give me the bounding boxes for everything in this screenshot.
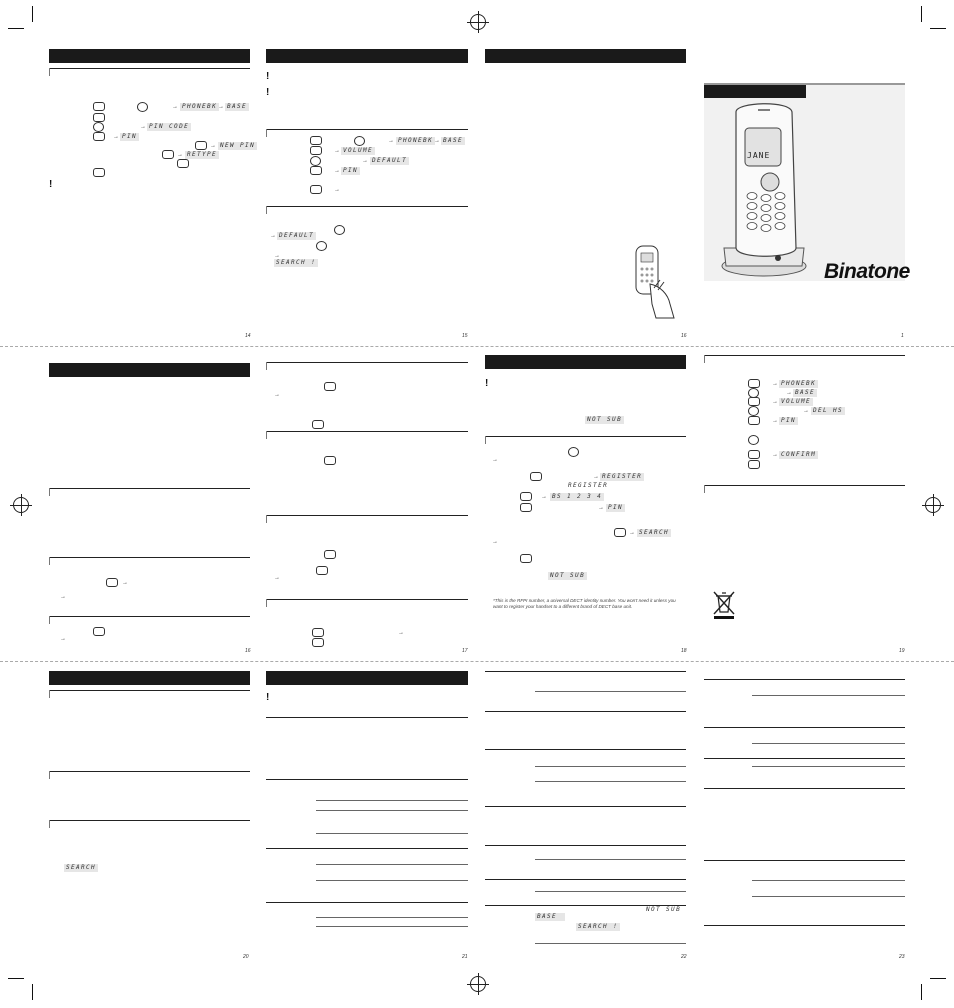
lcd-text: NOT SUB xyxy=(646,906,682,913)
ok-key-icon xyxy=(614,528,626,537)
table-rule xyxy=(535,943,686,944)
intercom-key-icon xyxy=(106,578,118,587)
page-number: 15 xyxy=(462,333,468,339)
brand-logo: Binatone xyxy=(824,260,910,283)
table-rule xyxy=(704,727,905,728)
table-rule xyxy=(316,833,468,834)
subsection-rule xyxy=(49,690,250,691)
lcd-text: SEARCH ! xyxy=(578,923,619,930)
subsection-rule xyxy=(704,355,705,363)
ok-key-icon xyxy=(195,141,207,150)
crop-mark xyxy=(930,978,946,979)
arrow-icon: → xyxy=(140,124,146,130)
subsection-rule xyxy=(266,599,468,600)
down-key-icon xyxy=(748,435,759,445)
down-key-icon xyxy=(354,136,365,146)
lcd-text: NOT SUB xyxy=(550,572,586,579)
ok-key-icon xyxy=(162,150,174,159)
cordless-handset-illustration xyxy=(718,98,808,278)
subsection-rule xyxy=(266,431,468,432)
subsection-rule xyxy=(266,515,468,516)
arrow-icon: → xyxy=(274,575,280,581)
arrow-icon: → xyxy=(334,168,340,174)
section-header-bar xyxy=(49,671,250,685)
arrow-icon: → xyxy=(177,152,183,158)
crop-mark xyxy=(8,978,24,979)
subsection-rule xyxy=(49,616,250,617)
table-rule xyxy=(752,896,905,897)
talk-key-icon xyxy=(312,638,324,647)
subsection-rule xyxy=(485,436,686,437)
table-rule xyxy=(316,864,468,865)
table-rule xyxy=(266,779,468,780)
table-rule xyxy=(316,810,468,811)
lcd-text: BASE xyxy=(227,103,248,110)
table-rule xyxy=(535,859,686,860)
section-header-bar xyxy=(485,355,686,369)
lcd-text: PIN xyxy=(781,417,797,424)
subsection-rule xyxy=(49,68,50,76)
table-rule xyxy=(316,917,468,918)
down-key-icon xyxy=(93,122,104,132)
cover-title-bar xyxy=(704,85,806,98)
subsection-rule xyxy=(266,206,468,207)
lcd-text: PIN CODE xyxy=(149,123,190,130)
ok-key-icon xyxy=(748,397,760,406)
subsection-rule xyxy=(49,557,250,558)
arrow-icon: → xyxy=(270,233,276,239)
arrow-icon: → xyxy=(218,104,224,110)
table-rule xyxy=(485,879,686,880)
weee-crossed-bin-icon xyxy=(712,590,736,620)
talk-key-icon xyxy=(312,628,324,637)
arrow-icon: → xyxy=(598,505,604,511)
page-number: 1 xyxy=(901,333,904,339)
ok-key-icon xyxy=(748,450,760,459)
down-key-icon xyxy=(310,156,321,166)
table-rule xyxy=(485,711,686,712)
arrow-icon: → xyxy=(492,539,498,545)
lcd-text: DEL HS xyxy=(813,407,844,414)
subsection-rule xyxy=(49,771,50,779)
lcd-text: BASE xyxy=(795,389,816,396)
registration-mark xyxy=(470,976,486,992)
lcd-text: NEW PIN xyxy=(220,142,256,149)
paging-key-icon xyxy=(334,225,345,235)
section-header-bar xyxy=(266,49,468,63)
lcd-text: PIN xyxy=(122,133,138,140)
arrow-icon: → xyxy=(60,594,66,600)
intercom-key-icon xyxy=(324,550,336,559)
arrow-icon: → xyxy=(772,399,778,405)
lcd-text: PIN xyxy=(608,504,624,511)
table-rule xyxy=(316,880,468,881)
lcd-text: SEARCH xyxy=(66,864,97,871)
subsection-rule xyxy=(49,488,250,489)
table-rule xyxy=(704,788,905,789)
table-rule xyxy=(485,845,686,846)
arrow-icon: → xyxy=(772,381,778,387)
subsection-rule xyxy=(704,485,905,486)
crop-mark xyxy=(32,984,33,1000)
subsection-rule xyxy=(266,129,468,130)
page-separator xyxy=(0,346,954,347)
ok-key-icon xyxy=(93,113,105,122)
arrow-icon: → xyxy=(362,158,368,164)
table-rule xyxy=(316,926,468,927)
lcd-text: SEARCH xyxy=(639,529,670,536)
ok-key-icon xyxy=(177,159,189,168)
menu-key-icon xyxy=(310,136,322,145)
ok-key-icon xyxy=(748,416,760,425)
ok-key-icon xyxy=(520,554,532,563)
lcd-text: SEARCH ! xyxy=(276,259,317,266)
warning-mark: ! xyxy=(266,71,270,82)
arrow-icon: → xyxy=(210,143,216,149)
lcd-text: RETYPE xyxy=(187,151,218,158)
table-rule xyxy=(752,766,905,767)
ok-key-icon xyxy=(310,185,322,194)
down-key-icon xyxy=(137,102,148,112)
page-number: 21 xyxy=(462,954,468,960)
intercom-key-icon xyxy=(324,456,336,465)
page-number: 14 xyxy=(245,333,251,339)
menu-key-icon xyxy=(93,168,105,177)
lcd-text: PHONEBK xyxy=(781,380,817,387)
arrow-icon: → xyxy=(786,390,792,396)
subsection-rule xyxy=(266,515,267,523)
table-rule xyxy=(485,671,686,672)
lcd-text: DEFAULT xyxy=(372,157,408,164)
subsection-rule xyxy=(704,485,705,493)
ok-key-icon xyxy=(310,146,322,155)
arrow-icon: → xyxy=(772,418,778,424)
crop-mark xyxy=(921,6,922,22)
page-number: 22 xyxy=(681,954,687,960)
table-rule xyxy=(704,925,905,926)
page-number: 16 xyxy=(681,333,687,339)
subsection-rule xyxy=(49,488,50,496)
subsection-rule xyxy=(266,362,468,363)
table-rule xyxy=(535,691,686,692)
table-rule xyxy=(752,695,905,696)
subsection-rule xyxy=(49,820,250,821)
paging-key-icon xyxy=(568,447,579,457)
key-icon xyxy=(520,503,532,512)
lcd-text: REGISTER xyxy=(568,482,609,489)
section-header-bar xyxy=(485,49,686,63)
arrow-icon: → xyxy=(398,630,404,636)
page-number: 18 xyxy=(681,648,687,654)
registration-mark xyxy=(13,497,29,513)
page-number: 20 xyxy=(243,954,249,960)
arrow-icon: → xyxy=(593,474,599,480)
table-rule xyxy=(485,749,686,750)
arrow-icon: → xyxy=(274,392,280,398)
lcd-text: PIN xyxy=(343,167,359,174)
subsection-rule xyxy=(266,206,267,214)
table-rule xyxy=(535,891,686,892)
page-number: 16 xyxy=(245,648,251,654)
arrow-icon: → xyxy=(434,138,440,144)
table-rule xyxy=(266,717,468,718)
table-rule xyxy=(704,860,905,861)
lcd-text: NOT SUB xyxy=(587,416,623,423)
subsection-rule xyxy=(266,129,267,137)
table-rule xyxy=(704,758,905,759)
table-rule xyxy=(752,743,905,744)
hand-holding-handset-illustration xyxy=(630,244,678,320)
paging-key-icon xyxy=(316,241,327,251)
subsection-rule xyxy=(485,436,486,444)
lcd-text: DEFAULT xyxy=(279,232,315,239)
registration-mark xyxy=(470,14,486,30)
arrow-icon: → xyxy=(122,580,128,586)
menu-key-icon xyxy=(748,379,760,388)
arrow-icon: → xyxy=(113,134,119,140)
arrow-icon: → xyxy=(803,408,809,414)
table-rule xyxy=(266,902,468,903)
transfer-key-icon xyxy=(316,566,328,575)
handset-display-text: JANE xyxy=(747,151,771,160)
subsection-rule xyxy=(266,362,267,370)
section-header-bar xyxy=(266,671,468,685)
subsection-rule xyxy=(49,616,50,624)
lcd-text: CONFIRM xyxy=(781,451,817,458)
arrow-icon: → xyxy=(388,138,394,144)
table-rule xyxy=(535,781,686,782)
arrow-icon: → xyxy=(334,187,340,193)
arrow-icon: → xyxy=(541,494,547,500)
subsection-rule xyxy=(49,820,50,828)
section-header-bar xyxy=(49,363,250,377)
page-separator xyxy=(0,661,954,662)
lcd-text: REGISTER xyxy=(602,473,643,480)
table-rule xyxy=(535,766,686,767)
page-number: 23 xyxy=(899,954,905,960)
talk-key-icon xyxy=(93,627,105,636)
subsection-rule xyxy=(49,68,250,69)
subsection-rule xyxy=(704,355,905,356)
footnote: *This is the RFPI number, a universal DECT identity number. You won't need it unless you want to register your handset to a different brand of DECT base unit. xyxy=(493,598,676,609)
lcd-text: VOLUME xyxy=(781,398,812,405)
warning-mark: ! xyxy=(485,378,489,389)
warning-mark: ! xyxy=(266,692,270,703)
lcd-text: BS 1 2 3 4 xyxy=(552,493,603,500)
lcd-text: BASE xyxy=(535,913,565,921)
arrow-icon: → xyxy=(492,457,498,463)
subsection-rule xyxy=(266,431,267,439)
lcd-text: BASE xyxy=(443,137,464,144)
crop-mark xyxy=(8,28,24,29)
registration-mark xyxy=(925,497,941,513)
arrow-icon: → xyxy=(629,530,635,536)
page-number: 19 xyxy=(899,648,905,654)
talk-key-icon xyxy=(312,420,324,429)
crop-mark xyxy=(930,28,946,29)
down-key-icon xyxy=(748,406,759,416)
crop-mark xyxy=(32,6,33,22)
ok-key-icon xyxy=(310,166,322,175)
warning-mark: ! xyxy=(49,179,53,190)
menu-key-icon xyxy=(530,472,542,481)
subsection-rule xyxy=(49,771,250,772)
menu-key-icon xyxy=(93,102,105,111)
crop-mark xyxy=(921,984,922,1000)
warning-mark: ! xyxy=(266,87,270,98)
table-rule xyxy=(266,848,468,849)
table-rule xyxy=(485,806,686,807)
page-number: 17 xyxy=(462,648,468,654)
table-rule xyxy=(704,679,905,680)
arrow-icon: → xyxy=(334,148,340,154)
ok-key-icon xyxy=(748,460,760,469)
lcd-text: PHONEBK xyxy=(398,137,434,144)
intercom-key-icon xyxy=(324,382,336,391)
table-rule xyxy=(752,880,905,881)
lcd-text: VOLUME xyxy=(343,147,374,154)
arrow-icon: → xyxy=(274,253,280,259)
subsection-rule xyxy=(49,557,50,565)
subsection-rule xyxy=(49,690,50,698)
lcd-text: PHONEBK xyxy=(182,103,218,110)
subsection-rule xyxy=(266,599,267,607)
arrow-icon: → xyxy=(60,636,66,642)
arrow-icon: → xyxy=(772,452,778,458)
ok-key-icon xyxy=(93,132,105,141)
arrow-icon: → xyxy=(172,104,178,110)
table-rule xyxy=(316,800,468,801)
ok-key-icon xyxy=(520,492,532,501)
section-header-bar xyxy=(49,49,250,63)
